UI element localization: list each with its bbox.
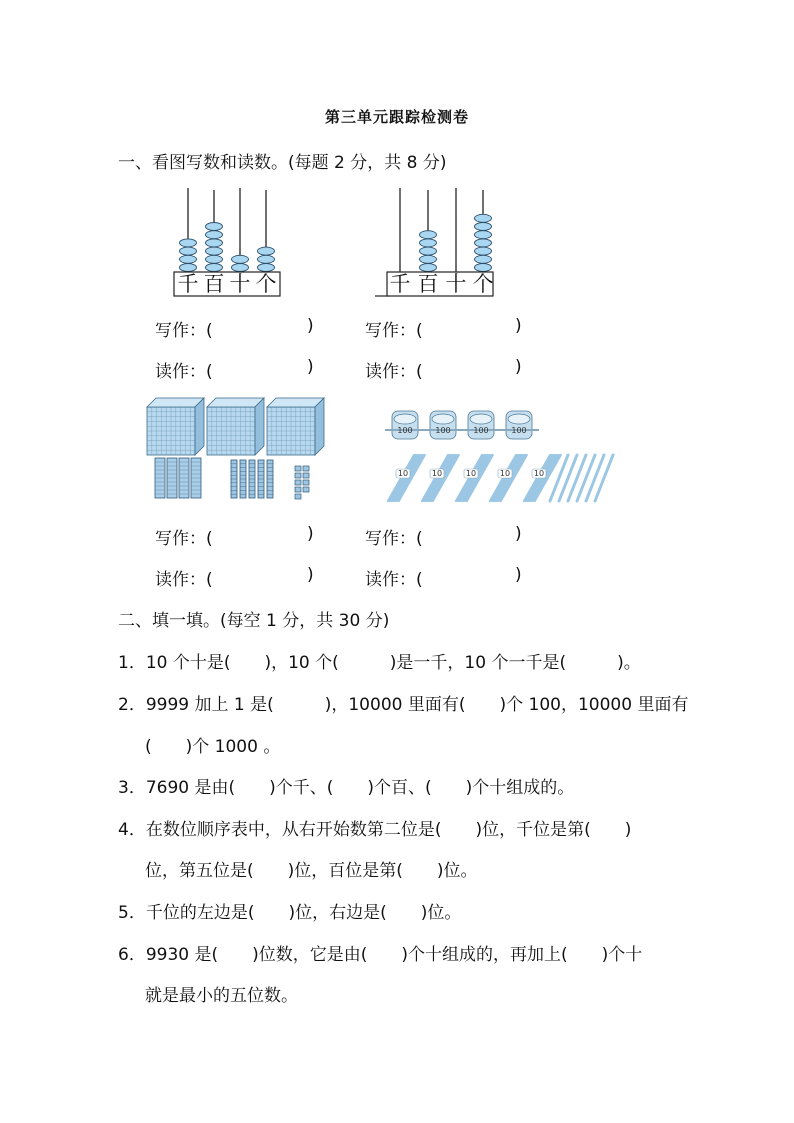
single-stick: [568, 455, 586, 501]
abacus-place-label: 千: [389, 272, 411, 296]
question-4-line1: 4．在数位顺序表中，从右开始数第二位是( )位，千位是第( ): [118, 820, 632, 840]
cube-side: [255, 398, 264, 455]
unit-cube: [295, 494, 301, 499]
hundred-label: 100: [473, 426, 489, 435]
abacus2-write-close: ): [515, 316, 522, 336]
unit-cube: [295, 487, 301, 492]
question-4-line2: 位，第五位是( )位，百位是第( )位。: [145, 861, 478, 881]
abacus-2: [375, 182, 500, 302]
write-label: 写作：(: [365, 321, 423, 341]
question-5: 5．千位的左边是( )位，右边是( )位。: [118, 903, 462, 923]
read-label: 读作：(: [155, 362, 213, 382]
abacus-bead: [180, 255, 197, 263]
stick-bundles: [378, 408, 603, 513]
abacus-bead: [206, 264, 223, 272]
question-2-line1: 2．9999 加上 1 是( )，10000 里面有( )个 100，10000 里面有: [118, 695, 689, 715]
unit-cube: [295, 473, 301, 478]
unit-cube: [295, 480, 301, 485]
abacus-bead: [232, 264, 249, 272]
abacus1-write-row: [155, 316, 213, 341]
bundle-top: [470, 414, 492, 424]
page-title: 第三单元跟踪检测卷: [324, 108, 469, 126]
question-3: 3．7690 是由( )个千、( )个百、( )个十组成的。: [118, 778, 575, 798]
abacus-bead: [258, 264, 275, 272]
hundred-label: 100: [397, 426, 413, 435]
abacus-bead: [180, 247, 197, 255]
blocks-write-close: ): [307, 524, 314, 544]
question-2-line2: ( )个 1000 。: [145, 737, 281, 757]
bundle-top: [508, 414, 530, 424]
bundle-top: [432, 414, 454, 424]
abacus-bead: [475, 231, 492, 239]
hundred-label: 100: [435, 426, 451, 435]
cube-side: [315, 398, 324, 455]
cube-top: [207, 398, 264, 407]
abacus-bead: [232, 255, 249, 263]
abacus-bead: [420, 255, 437, 263]
unit-cube: [303, 466, 309, 471]
hundred-label: 100: [511, 426, 527, 435]
bundles-read-close: ): [515, 565, 522, 585]
write-label: 写作：(: [365, 529, 423, 549]
single-stick: [595, 455, 613, 501]
write-label: 写作：(: [155, 529, 213, 549]
ten-label: 10: [499, 469, 511, 478]
abacus2-read-row: [365, 357, 423, 382]
blocks-write-row: [155, 524, 213, 549]
bundles-write-row: [365, 524, 423, 549]
single-stick: [586, 455, 604, 501]
bundle-top: [394, 414, 416, 424]
abacus-bead: [258, 255, 275, 263]
question-6-line2: 就是最小的五位数。: [145, 986, 298, 1006]
cube-top: [147, 398, 204, 407]
cube-side: [195, 398, 204, 455]
abacus-bead: [420, 231, 437, 239]
bundles-read-row: [365, 565, 423, 590]
abacus2-write-row: [365, 316, 423, 341]
abacus-place-label: 个: [255, 272, 277, 296]
ten-label: 10: [533, 469, 545, 478]
question-6-line1: 6．9930 是( )位数，它是由( )个十组成的，再加上( )个十: [118, 945, 643, 965]
abacus-place-label: 千: [177, 272, 199, 296]
abacus-bead: [258, 247, 275, 255]
abacus-bead: [180, 264, 197, 272]
write-label: 写作：(: [155, 321, 213, 341]
cube-top: [267, 398, 324, 407]
abacus-bead: [475, 247, 492, 255]
abacus-bead: [420, 247, 437, 255]
abacus1-write-close: ): [307, 316, 314, 336]
abacus-bead: [420, 239, 437, 247]
ten-label: 10: [397, 469, 409, 478]
read-label: 读作：(: [365, 570, 423, 590]
abacus-bead: [475, 255, 492, 263]
abacus-bead: [475, 264, 492, 272]
abacus-bead: [420, 264, 437, 272]
unit-cube: [303, 473, 309, 478]
abacus-bead: [206, 247, 223, 255]
bundles-write-close: ): [515, 524, 522, 544]
abacus-bead: [206, 223, 223, 231]
abacus-bead: [206, 231, 223, 239]
unit-cube: [295, 466, 301, 471]
question-1: 1．10 个十是( )，10 个( )是一千，10 个一千是( )。: [118, 653, 641, 673]
ten-label: 10: [431, 469, 443, 478]
blocks-read-row: [155, 565, 213, 590]
section2-heading: 二、填一填。(每空 1 分，共 30 分): [118, 611, 390, 631]
abacus-bead: [475, 239, 492, 247]
abacus-place-label: 个: [472, 272, 494, 296]
abacus-bead: [475, 214, 492, 222]
blocks-read-close: ): [307, 565, 314, 585]
abacus-1: [170, 182, 290, 302]
section1-heading: 一、看图写数和读数。(每题 2 分，共 8 分): [118, 153, 447, 173]
abacus-place-label: 百: [203, 272, 225, 296]
abacus-place-label: 百: [417, 272, 439, 296]
abacus-place-label: 十: [229, 272, 251, 296]
unit-cube: [303, 480, 309, 485]
abacus-place-label: 十: [445, 272, 467, 296]
unit-cube: [303, 487, 309, 492]
abacus-bead: [180, 239, 197, 247]
abacus-bead: [206, 255, 223, 263]
ten-label: 10: [465, 469, 477, 478]
abacus1-read-close: ): [307, 357, 314, 377]
abacus2-read-close: ): [515, 357, 522, 377]
single-stick: [559, 455, 577, 501]
abacus-bead: [206, 239, 223, 247]
read-label: 读作：(: [155, 570, 213, 590]
abacus-bead: [475, 223, 492, 231]
read-label: 读作：(: [365, 362, 423, 382]
base-ten-blocks: [145, 396, 335, 508]
single-stick: [577, 455, 595, 501]
abacus1-read-row: [155, 357, 213, 382]
